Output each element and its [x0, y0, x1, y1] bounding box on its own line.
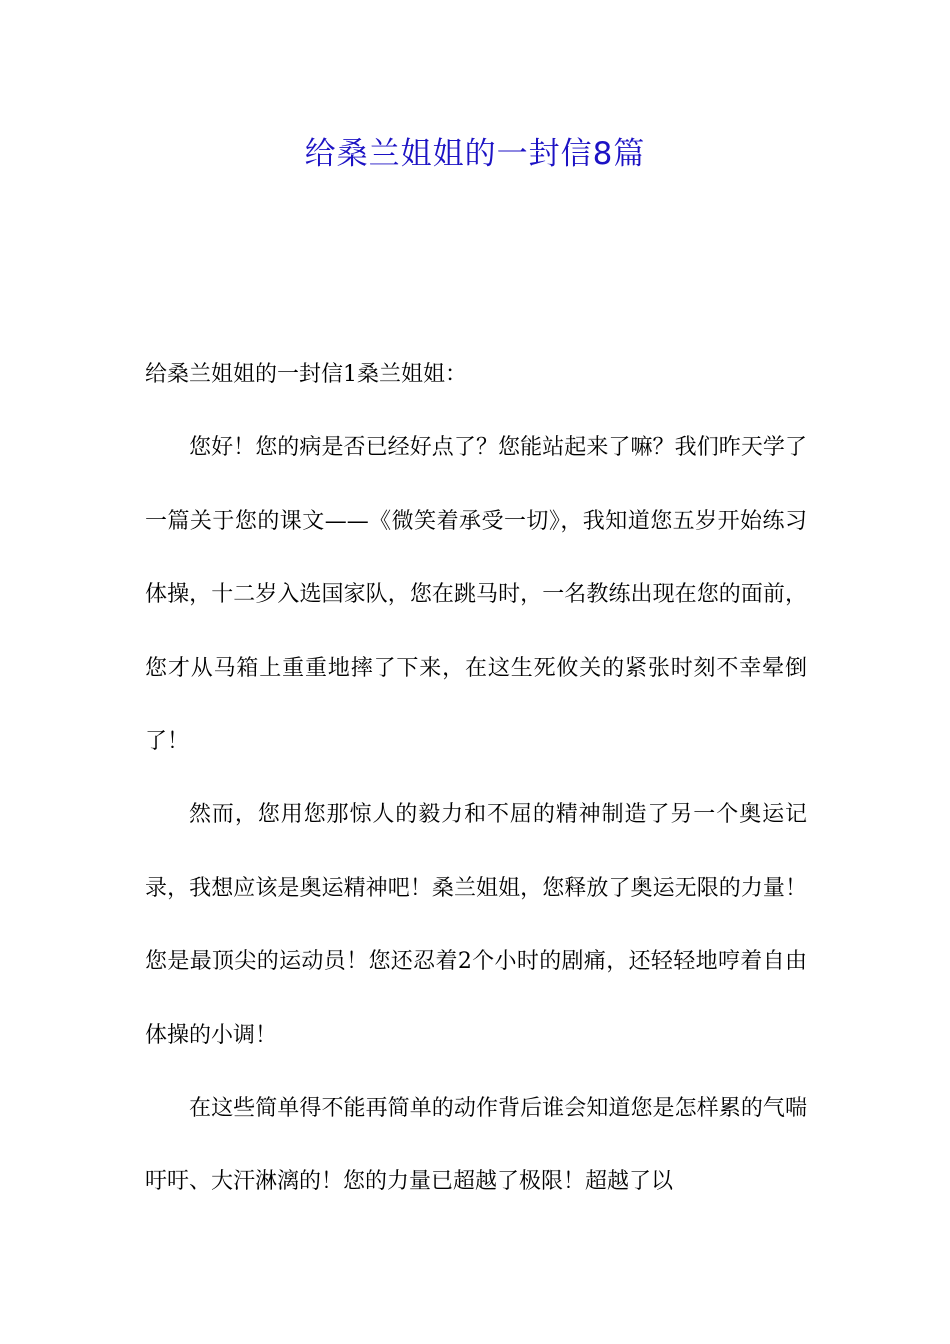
paragraph-salutation: 给桑兰姐姐的一封信1桑兰姐姐： [145, 362, 467, 387]
paragraph: 在这些简单得不能再简单的动作背后谁会知道您是怎样累的气喘吁吁、大汗淋漓的！您的力量已超越了极限！超越了以 [145, 1096, 807, 1195]
paragraph: 然而，您用您那惊人的毅力和不屈的精神制造了另一个奥运记录，我想应该是奥运精神吧！桑兰姐姐，您释放了奥运无限的力量！您是最顶尖的运动员！您还忍着2个小时的剧痛，还轻轻地哼着自由体操的小调！ [145, 802, 807, 1048]
document-body [145, 338, 807, 1219]
document-title: 给桑兰姐姐的一封信8篇 [304, 136, 646, 172]
paragraph: 您好！您的病是否已经好点了？您能站起来了嘛？我们昨天学了一篇关于您的课文——《微笑着承受一切》，我知道您五岁开始练习体操，十二岁入选国家队，您在跳马时，一名教练出现在您的面前，您才从马箱上重重地摔了下来，在这生死攸关的紧张时刻不幸晕倒了！ [145, 435, 807, 755]
